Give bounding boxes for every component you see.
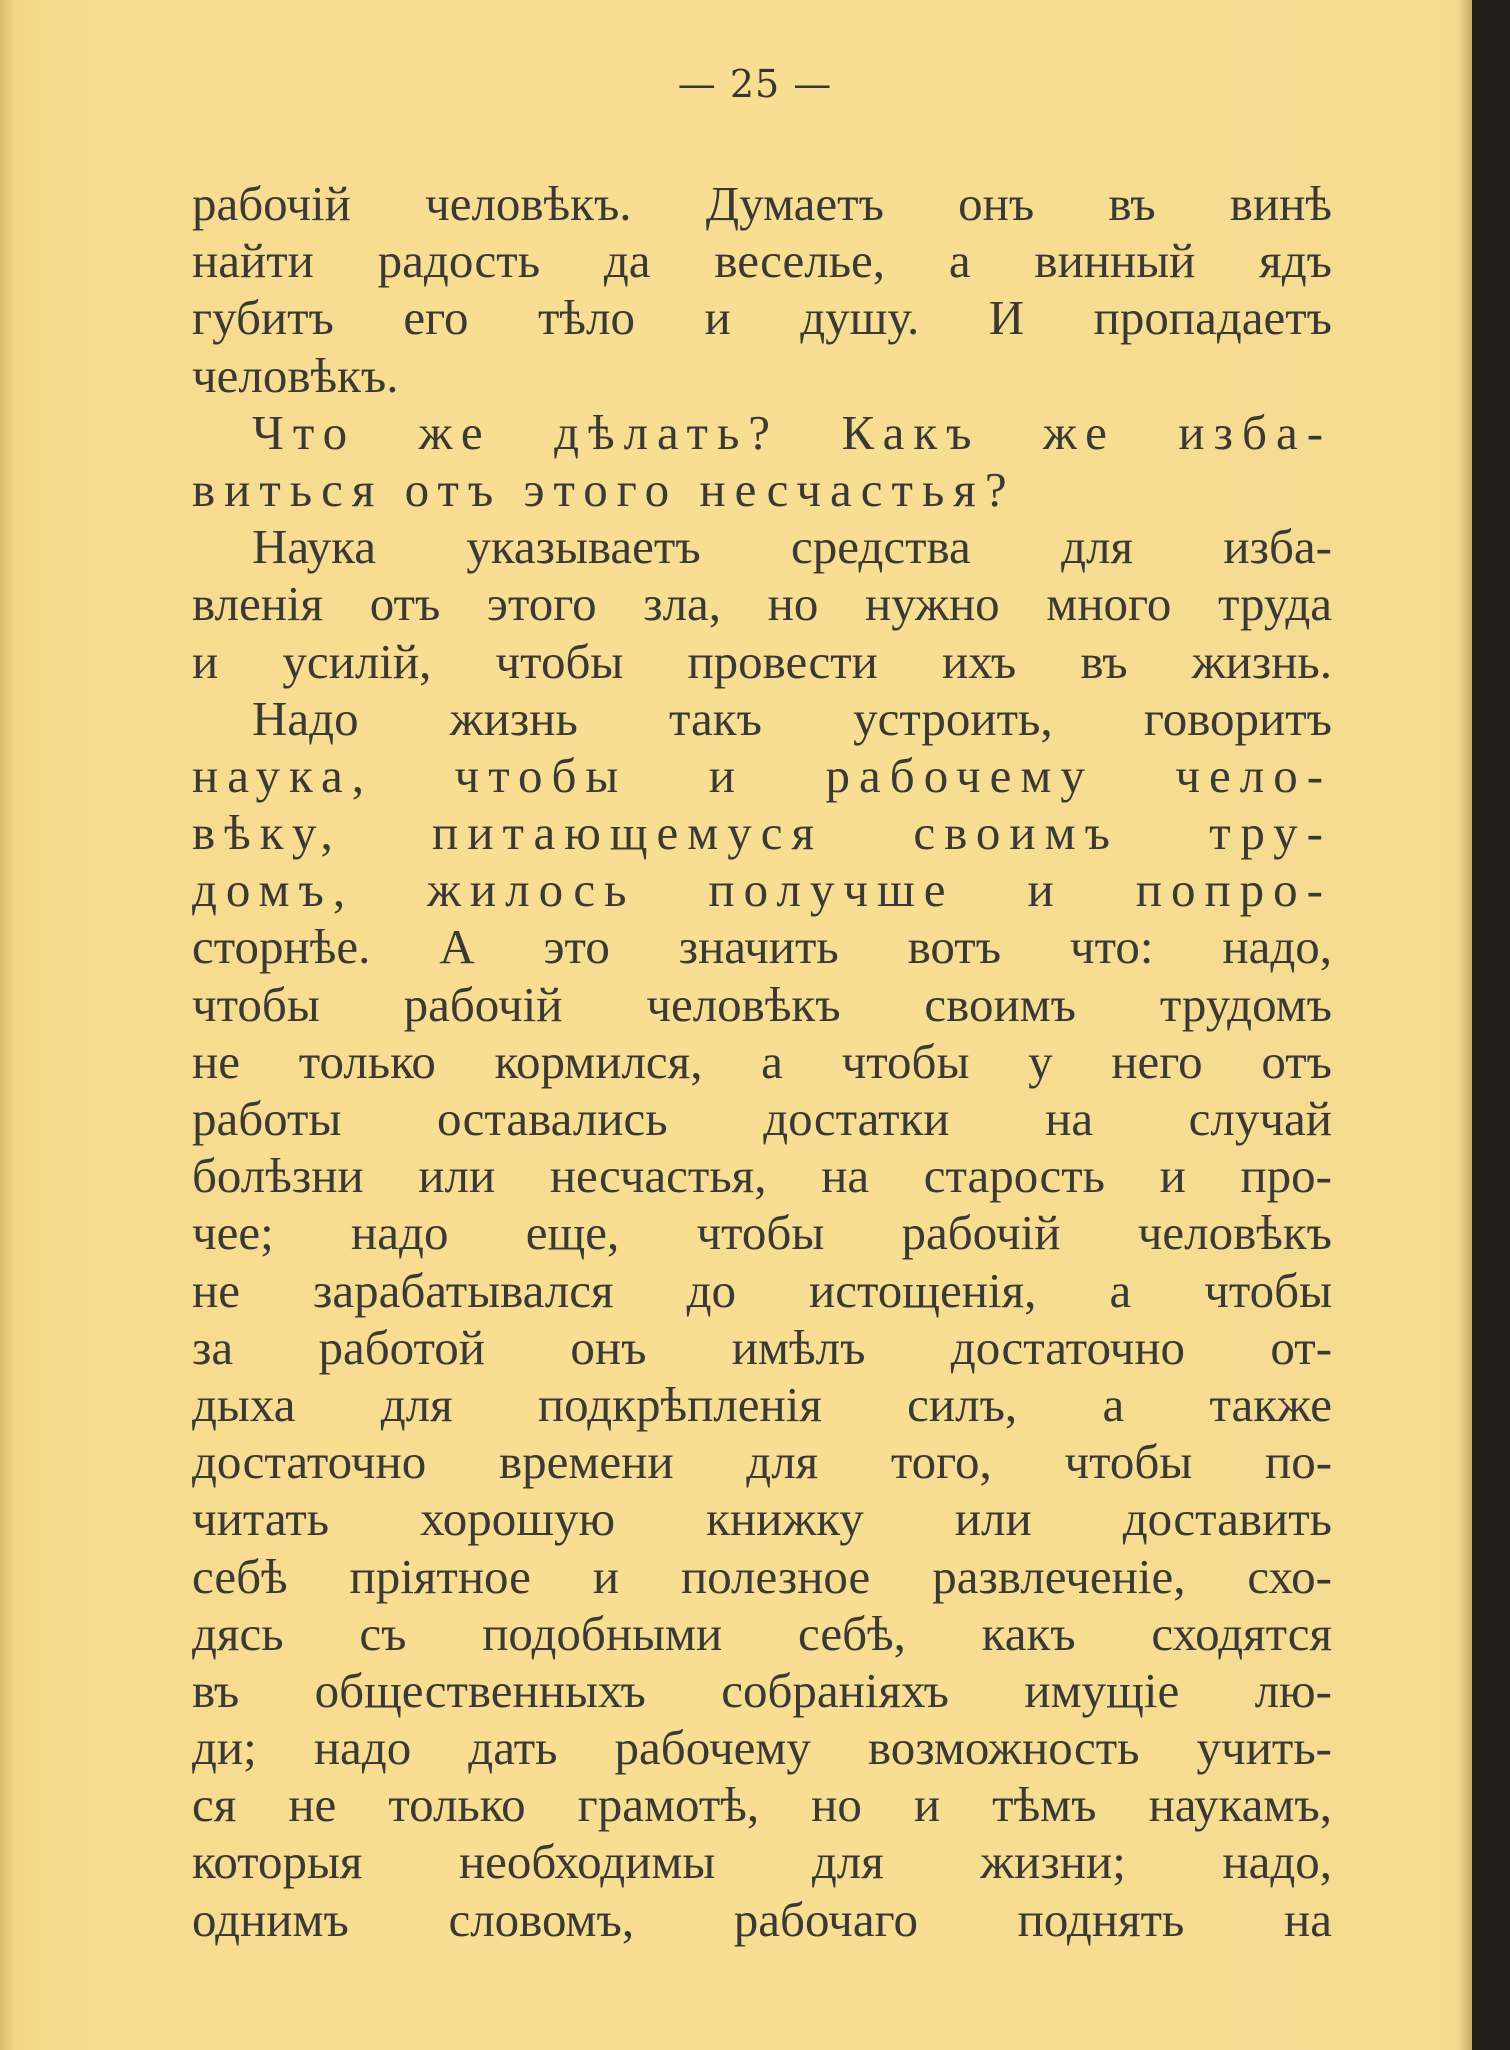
- text-line: вленія отъ этого зла, но нужно много труда: [192, 576, 1333, 632]
- text-line: рабочій человѣкъ. Думаетъ онъ въ винѣ: [192, 176, 1332, 231]
- text-line: дыха для подкрѣпленія силъ, а также: [192, 1376, 1333, 1432]
- text-line: Что же дѣлать? Какъ же избa-: [252, 404, 1333, 460]
- text-line: наука, чтобы и рабочему чело-: [192, 747, 1333, 803]
- text-line: найти радость да веселье, а винный ядъ: [192, 233, 1332, 289]
- text-line: однимъ словомъ, рабочаго поднять на: [192, 1891, 1332, 1947]
- text-line: и усилій, чтобы провести ихъ въ жизнь.: [192, 633, 1333, 689]
- text-line: человѣкъ.: [192, 347, 399, 403]
- text-line: Наука указываетъ средства для изба-: [252, 519, 1332, 575]
- text-line: дясь съ подобными себѣ, какъ сходятся: [192, 1605, 1332, 1661]
- text-line: губитъ его тѣло и душу. И пропадаетъ: [192, 290, 1333, 346]
- page-number: — 25 —: [677, 62, 833, 106]
- text-line: которыя необходимы для жизни; надо,: [192, 1834, 1333, 1890]
- text-line: виться отъ этого несчастья?: [192, 461, 1016, 517]
- text-line: вѣку, питающемуся своимъ тру-: [192, 805, 1332, 861]
- text-line: не только кормился, а чтобы у него отъ: [192, 1033, 1333, 1089]
- text-line: за работой онъ имѣлъ достаточно от-: [192, 1319, 1333, 1375]
- text-line: домъ, жилось получше и попро-: [192, 862, 1332, 918]
- scan-border: [1472, 0, 1510, 2050]
- text-line: не зарабатывался до истощенія, а чтобы: [192, 1262, 1333, 1318]
- text-line: чее; надо еще, чтобы рабочій человѣкъ: [192, 1205, 1332, 1261]
- text-line: ся не только грамотѣ, но и тѣмъ наукамъ,: [192, 1777, 1332, 1833]
- text-line: работы оставались достатки на случай: [192, 1091, 1332, 1146]
- text-line: чтобы рабочій человѣкъ своимъ трудомъ: [192, 976, 1332, 1032]
- text-line: сторнѣе. А это значить вотъ что: надо,: [192, 919, 1333, 975]
- text-line: достаточно времени для того, чтобы по-: [192, 1434, 1333, 1490]
- text-line: Надо жизнь такъ устроить, говоритъ: [252, 690, 1332, 746]
- page-left-edge: [0, 0, 14, 2050]
- text-line: ди; надо дать рабочему возможность учить-: [192, 1720, 1333, 1776]
- text-line: болѣзни или несчастья, на старость и про-: [192, 1148, 1333, 1204]
- text-line: себѣ пріятное и полезное развлеченіе, схо-: [192, 1548, 1332, 1604]
- text-line: читать хорошую книжку или доставить: [192, 1491, 1332, 1547]
- body-text: [192, 175, 1332, 1948]
- page-right-shadow: [1458, 0, 1472, 2050]
- text-line: въ общественныхъ собраніяхъ имущіе лю-: [192, 1662, 1332, 1718]
